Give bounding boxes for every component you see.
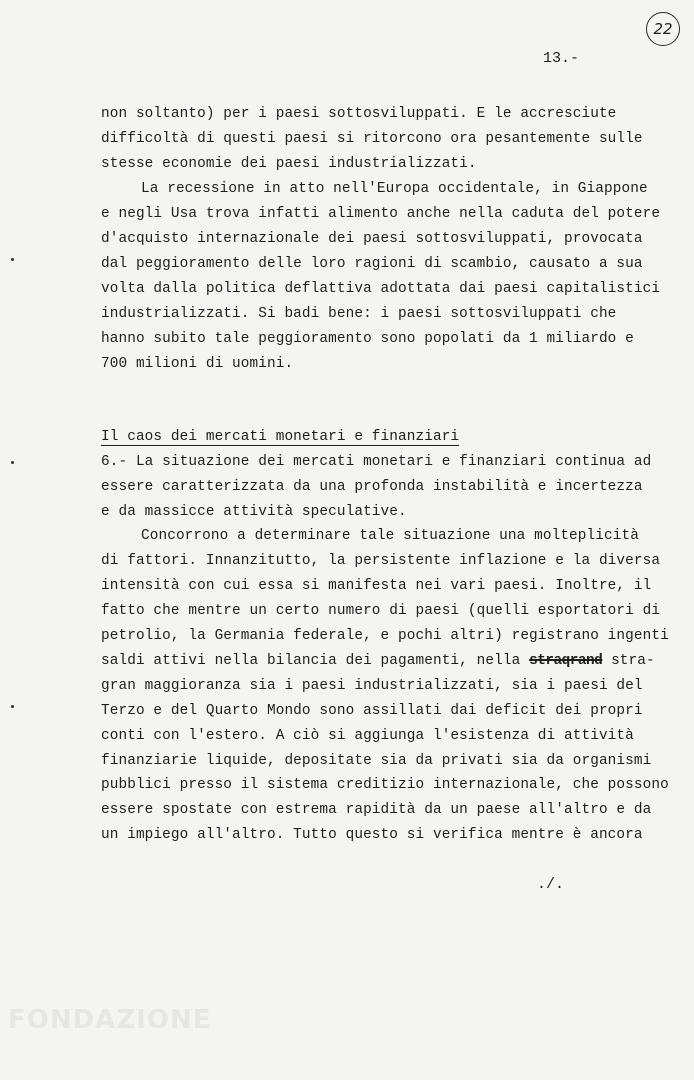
text-line: un impiego all'altro. Tutto questo si verifica mentre è ancora [101,827,643,843]
text-line: essere caratterizzata da una profonda instabilità e incertezza [101,479,643,495]
margin-mark [11,258,14,261]
text-line: d'acquisto internazionale dei paesi sottosviluppati, provocata [101,231,643,247]
stamp-number: 22 [653,20,673,38]
text-line: finanziarie liquide, depositate sia da privati sia da organismi [101,753,652,769]
text-line: volta dalla politica deflattiva adottata dai paesi capitalistici [101,281,661,297]
margin-mark [11,705,14,708]
text-line: fatto che mentre un certo numero di paesi (quelli esportatori di [101,603,661,619]
text-line: intensità con cui essa si manifesta nei vari paesi. Inoltre, il [101,578,652,594]
text-line: e negli Usa trova infatti alimento anche nella caduta del potere [101,206,661,222]
text-line: gran maggioranza sia i paesi industrializzati, sia i paesi del [101,678,643,694]
section-heading: Il caos dei mercati monetari e finanziari [101,429,460,445]
text-line: Concorrono a determinare tale situazione una molteplicità [141,528,639,544]
text-line: 700 milioni di uomini. [101,356,294,372]
text-segment: saldi attivi nella bilancia dei pagamenti, nella [101,653,521,669]
text-line: e da massicce attività speculative. [101,504,407,520]
text-line [101,654,655,668]
text-line: Terzo e del Quarto Mondo sono assillati dai deficit dei propri [101,703,643,719]
struck-out-word: straqrand [529,653,603,669]
text-segment: stra- [611,653,655,669]
text-line: pubblici presso il sistema creditizio internazionale, che possono [101,777,669,793]
page-number: 13.- [543,50,580,67]
text-line: 6.- La situazione dei mercati monetari e finanziari continua ad [101,454,652,470]
text-line: dal peggioramento delle loro ragioni di scambio, causato a sua [101,256,643,272]
text-line: petrolio, la Germania federale, e pochi altri) registrano ingenti [101,628,669,644]
text-line: hanno subito tale peggioramento sono popolati da 1 miliardo e [101,331,634,347]
text-line: stesse economie dei paesi industrializzati. [101,156,477,172]
text-line: La recessione in atto nell'Europa occidentale, in Giappone [141,181,648,197]
text-line: di fattori. Innanzitutto, la persistente inflazione e la diversa [101,553,661,569]
text-line: difficoltà di questi paesi si ritorcono ora pesantemente sulle [101,131,643,147]
margin-mark [11,461,14,464]
text-line: non soltanto) per i paesi sottosviluppati. E le accresciute [101,106,617,122]
continuation-mark: ./. [537,876,565,893]
text-line: essere spostate con estrema rapidità da un paese all'altro e da [101,802,652,818]
archive-watermark: FONDAZIONE [8,1005,212,1035]
archive-stamp [646,12,680,46]
text-line: conti con l'estero. A ciò si aggiunga l'esistenza di attività [101,728,634,744]
text-line: industrializzati. Si badi bene: i paesi sottosviluppati che [101,306,617,322]
